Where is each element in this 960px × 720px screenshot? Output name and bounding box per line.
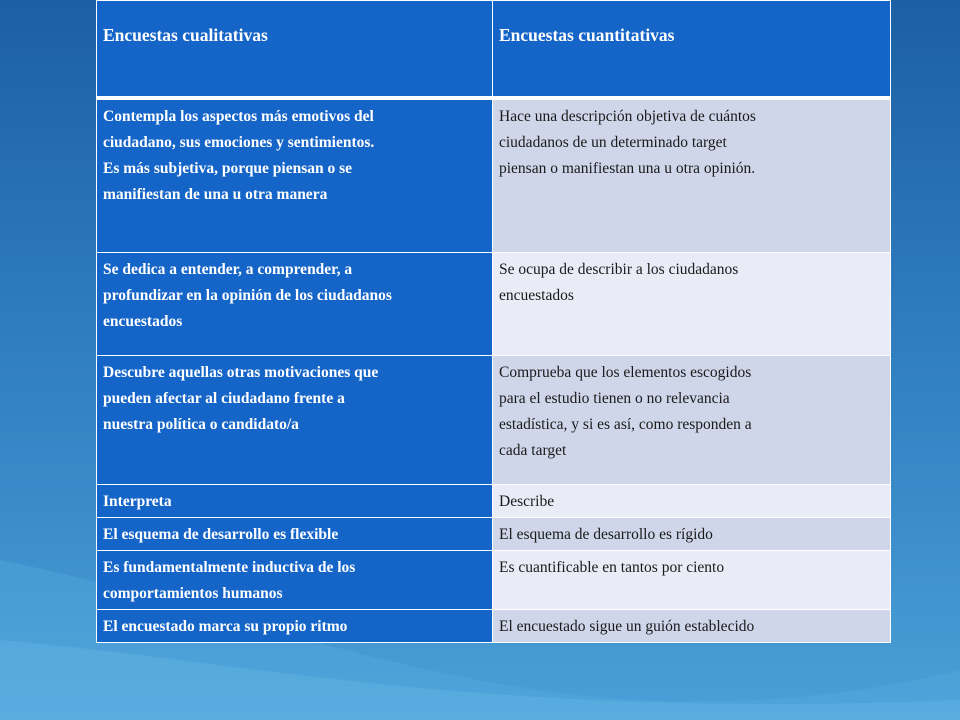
table-row <box>97 485 891 518</box>
table-row <box>97 253 891 356</box>
cell-cualitativa: Es fundamentalmente inductiva de los comportamientos humanos <box>97 551 493 610</box>
cell-cuantitativa: Hace una descripción objetiva de cuántos ciudadanos de un determinado target piensan o manifiestan una u otra opinión. <box>493 98 891 253</box>
cell-cualitativa: Se dedica a entender, a comprender, a profundizar en la opinión de los ciudadanos encuestados <box>97 253 493 356</box>
comparison-table <box>96 0 891 643</box>
header-cuantitativas: Encuestas cuantitativas <box>493 1 891 99</box>
cell-cuantitativa: El esquema de desarrollo es rígido <box>493 518 891 551</box>
table-row <box>97 356 891 485</box>
cell-cuantitativa: Es cuantificable en tantos por ciento <box>493 551 891 610</box>
table-row <box>97 610 891 643</box>
cell-cuantitativa: Comprueba que los elementos escogidos para el estudio tienen o no relevancia estadística, y si es así, como responden a cada target <box>493 356 891 485</box>
cell-cuantitativa: Describe <box>493 485 891 518</box>
cell-cualitativa: El encuestado marca su propio ritmo <box>97 610 493 643</box>
cell-cualitativa: El esquema de desarrollo es flexible <box>97 518 493 551</box>
cell-cualitativa: Interpreta <box>97 485 493 518</box>
table-header-row <box>97 1 891 99</box>
cell-cualitativa: Contempla los aspectos más emotivos del ciudadano, sus emociones y sentimientos. Es más subjetiva, porque piensan o se manifiestan de una u otra manera <box>97 98 493 253</box>
table-row <box>97 551 891 610</box>
cell-cuantitativa: El encuestado sigue un guión establecido <box>493 610 891 643</box>
table-row <box>97 98 891 253</box>
header-cualitativas: Encuestas cualitativas <box>97 1 493 99</box>
cell-cualitativa: Descubre aquellas otras motivaciones que pueden afectar al ciudadano frente a nuestra política o candidato/a <box>97 356 493 485</box>
table-row <box>97 518 891 551</box>
cell-cuantitativa: Se ocupa de describir a los ciudadanos encuestados <box>493 253 891 356</box>
